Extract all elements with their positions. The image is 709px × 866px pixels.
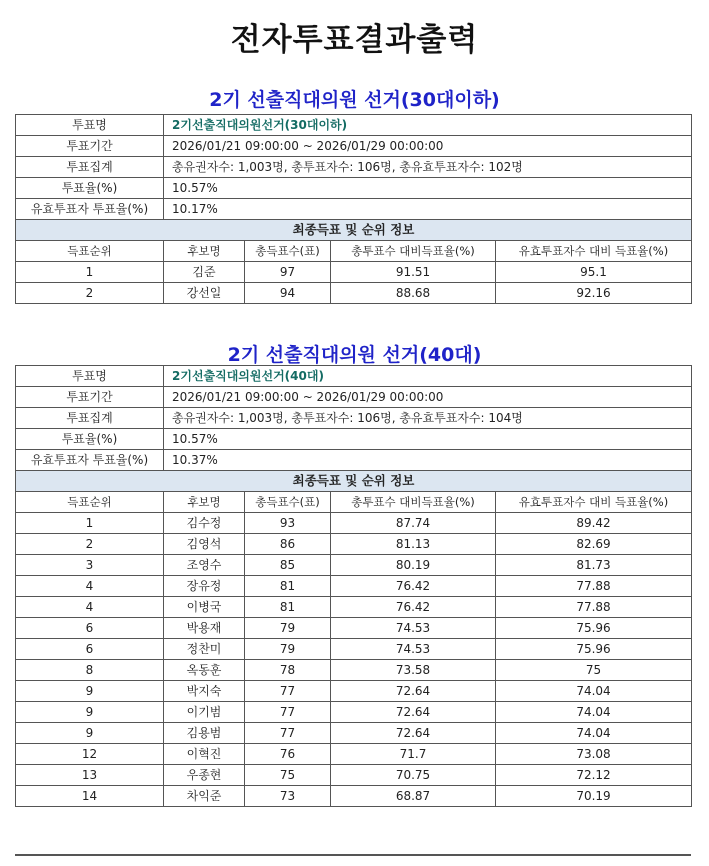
- info-row-vote-name: [16, 366, 692, 387]
- valid-rate-cell: 77.88: [496, 597, 692, 618]
- total-rate-cell: 76.42: [331, 576, 496, 597]
- total-rate-cell: 72.64: [331, 702, 496, 723]
- turnout-value: 10.57%: [164, 429, 692, 450]
- info-label: 투표명: [16, 115, 164, 136]
- table-row: [16, 576, 692, 597]
- col-header-valid-rate: 유효투표자수 대비 득표율(%): [496, 492, 692, 513]
- result-table-40s: [15, 365, 692, 807]
- info-label: 투표율(%): [16, 178, 164, 199]
- candidate-cell: 이혁진: [164, 744, 245, 765]
- total-rate-cell: 88.68: [331, 283, 496, 304]
- valid-rate-cell: 81.73: [496, 555, 692, 576]
- votes-cell: 97: [245, 262, 331, 283]
- valid-turnout-value: 10.37%: [164, 450, 692, 471]
- valid-rate-cell: 74.04: [496, 723, 692, 744]
- vote-period-value: 2026/01/21 09:00:00 ~ 2026/01/29 00:00:00: [164, 136, 692, 157]
- vote-name-value: 2기선출직대의원선거(40대): [164, 366, 692, 387]
- valid-rate-cell: 75: [496, 660, 692, 681]
- info-row-vote-tally: [16, 408, 692, 429]
- col-header-votes: 총득표수(표): [245, 241, 331, 262]
- valid-rate-cell: 89.42: [496, 513, 692, 534]
- vote-tally-value: 총유권자수: 1,003명, 총투표자수: 106명, 총유효투표자수: 104명: [164, 408, 692, 429]
- valid-rate-cell: 74.04: [496, 702, 692, 723]
- candidate-cell: 박지숙: [164, 681, 245, 702]
- section-title-30s: 2기 선출직대의원 선거(30대이하): [209, 89, 500, 111]
- info-row-turnout: [16, 178, 692, 199]
- col-header-candidate: 후보명: [164, 241, 245, 262]
- results-header-row: [16, 492, 692, 513]
- vote-period-value: 2026/01/21 09:00:00 ~ 2026/01/29 00:00:00: [164, 387, 692, 408]
- rank-cell: 3: [16, 555, 164, 576]
- votes-cell: 79: [245, 618, 331, 639]
- vote-tally-value: 총유권자수: 1,003명, 총투표자수: 106명, 총유효투표자수: 102명: [164, 157, 692, 178]
- section-title-40s: 2기 선출직대의원 선거(40대): [227, 344, 482, 366]
- valid-rate-cell: 77.88: [496, 576, 692, 597]
- table-row: [16, 744, 692, 765]
- valid-rate-cell: 74.04: [496, 681, 692, 702]
- valid-rate-cell: 70.19: [496, 786, 692, 807]
- rank-cell: 4: [16, 576, 164, 597]
- total-rate-cell: 81.13: [331, 534, 496, 555]
- info-label: 투표율(%): [16, 429, 164, 450]
- total-rate-cell: 72.64: [331, 723, 496, 744]
- info-row-valid-turnout: [16, 450, 692, 471]
- table-row: [16, 765, 692, 786]
- votes-cell: 86: [245, 534, 331, 555]
- rank-cell: 2: [16, 283, 164, 304]
- info-label: 투표명: [16, 366, 164, 387]
- candidate-cell: 조영수: [164, 555, 245, 576]
- votes-cell: 85: [245, 555, 331, 576]
- rank-cell: 8: [16, 660, 164, 681]
- candidate-cell: 장유정: [164, 576, 245, 597]
- votes-cell: 77: [245, 681, 331, 702]
- votes-cell: 77: [245, 723, 331, 744]
- total-rate-cell: 68.87: [331, 786, 496, 807]
- total-rate-cell: 72.64: [331, 681, 496, 702]
- table-row: [16, 513, 692, 534]
- candidate-cell: 김영석: [164, 534, 245, 555]
- candidate-cell: 김준: [164, 262, 245, 283]
- info-label: 유효투표자 투표율(%): [16, 199, 164, 220]
- info-label: 투표기간: [16, 387, 164, 408]
- total-rate-cell: 74.53: [331, 639, 496, 660]
- table-row: [16, 660, 692, 681]
- candidate-cell: 차익준: [164, 786, 245, 807]
- candidate-cell: 이기범: [164, 702, 245, 723]
- col-header-valid-rate: 유효투표자수 대비 득표율(%): [496, 241, 692, 262]
- rank-cell: 6: [16, 618, 164, 639]
- candidate-cell: 김수정: [164, 513, 245, 534]
- results-band: 최종득표 및 순위 정보: [16, 220, 692, 241]
- info-row-vote-tally: [16, 157, 692, 178]
- info-row-valid-turnout: [16, 199, 692, 220]
- votes-cell: 78: [245, 660, 331, 681]
- table-row: [16, 681, 692, 702]
- candidate-cell: 강선일: [164, 283, 245, 304]
- rank-cell: 12: [16, 744, 164, 765]
- info-row-vote-name: [16, 115, 692, 136]
- candidate-cell: 이병국: [164, 597, 245, 618]
- table-row: [16, 262, 692, 283]
- table-row: [16, 702, 692, 723]
- info-row-vote-period: [16, 387, 692, 408]
- votes-cell: 94: [245, 283, 331, 304]
- votes-cell: 93: [245, 513, 331, 534]
- candidate-cell: 김용범: [164, 723, 245, 744]
- table-row: [16, 597, 692, 618]
- total-rate-cell: 91.51: [331, 262, 496, 283]
- valid-rate-cell: 73.08: [496, 744, 692, 765]
- rank-cell: 14: [16, 786, 164, 807]
- votes-cell: 79: [245, 639, 331, 660]
- bottom-divider: [15, 854, 691, 856]
- votes-cell: 77: [245, 702, 331, 723]
- valid-rate-cell: 72.12: [496, 765, 692, 786]
- col-header-total-rate: 총투표수 대비득표율(%): [331, 241, 496, 262]
- valid-rate-cell: 75.96: [496, 618, 692, 639]
- total-rate-cell: 87.74: [331, 513, 496, 534]
- info-label: 투표기간: [16, 136, 164, 157]
- candidate-cell: 우종현: [164, 765, 245, 786]
- table-row: [16, 639, 692, 660]
- rank-cell: 6: [16, 639, 164, 660]
- results-header-row: [16, 241, 692, 262]
- valid-rate-cell: 82.69: [496, 534, 692, 555]
- rank-cell: 13: [16, 765, 164, 786]
- table-row: [16, 555, 692, 576]
- valid-rate-cell: 95.1: [496, 262, 692, 283]
- turnout-value: 10.57%: [164, 178, 692, 199]
- vote-name-value: 2기선출직대의원선거(30대이하): [164, 115, 692, 136]
- results-band-row: [16, 220, 692, 241]
- page-title: 전자투표결과출력: [230, 22, 479, 58]
- rank-cell: 1: [16, 513, 164, 534]
- info-label: 유효투표자 투표율(%): [16, 450, 164, 471]
- info-label: 투표집계: [16, 157, 164, 178]
- votes-cell: 81: [245, 576, 331, 597]
- valid-rate-cell: 75.96: [496, 639, 692, 660]
- candidate-cell: 박용재: [164, 618, 245, 639]
- rank-cell: 9: [16, 723, 164, 744]
- info-row-vote-period: [16, 136, 692, 157]
- col-header-rank: 득표순위: [16, 492, 164, 513]
- col-header-total-rate: 총투표수 대비득표율(%): [331, 492, 496, 513]
- result-table-30s: [15, 114, 692, 304]
- table-row: [16, 786, 692, 807]
- candidate-cell: 정찬미: [164, 639, 245, 660]
- total-rate-cell: 73.58: [331, 660, 496, 681]
- col-header-candidate: 후보명: [164, 492, 245, 513]
- rank-cell: 2: [16, 534, 164, 555]
- votes-cell: 75: [245, 765, 331, 786]
- results-band: 최종득표 및 순위 정보: [16, 471, 692, 492]
- table-row: [16, 618, 692, 639]
- rank-cell: 4: [16, 597, 164, 618]
- info-row-turnout: [16, 429, 692, 450]
- votes-cell: 76: [245, 744, 331, 765]
- table-row: [16, 283, 692, 304]
- total-rate-cell: 76.42: [331, 597, 496, 618]
- rank-cell: 1: [16, 262, 164, 283]
- total-rate-cell: 71.7: [331, 744, 496, 765]
- valid-turnout-value: 10.17%: [164, 199, 692, 220]
- table-row: [16, 534, 692, 555]
- total-rate-cell: 70.75: [331, 765, 496, 786]
- rank-cell: 9: [16, 702, 164, 723]
- total-rate-cell: 74.53: [331, 618, 496, 639]
- votes-cell: 73: [245, 786, 331, 807]
- total-rate-cell: 80.19: [331, 555, 496, 576]
- candidate-cell: 옥동훈: [164, 660, 245, 681]
- valid-rate-cell: 92.16: [496, 283, 692, 304]
- votes-cell: 81: [245, 597, 331, 618]
- col-header-votes: 총득표수(표): [245, 492, 331, 513]
- rank-cell: 9: [16, 681, 164, 702]
- col-header-rank: 득표순위: [16, 241, 164, 262]
- results-band-row: [16, 471, 692, 492]
- table-row: [16, 723, 692, 744]
- info-label: 투표집계: [16, 408, 164, 429]
